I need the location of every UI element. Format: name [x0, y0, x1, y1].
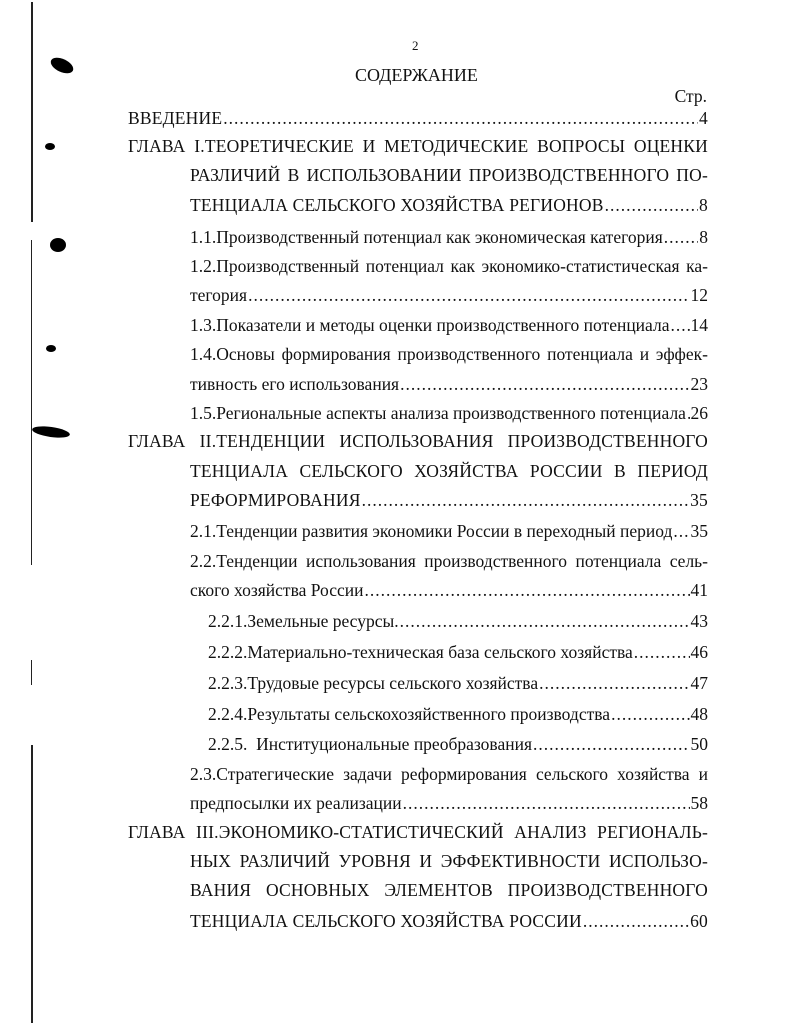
- toc-page-number: 50: [690, 734, 708, 754]
- toc-entry-line: [190, 284, 708, 306]
- toc-entry-line: [190, 579, 708, 601]
- toc-entry-line: ГЛАВА III.ЭКОНОМИКО-СТАТИСТИЧЕСКИЙ АНАЛИЗ РЕГИОНАЛЬ-: [128, 822, 708, 842]
- toc-entry-line: 2.2.Тенденции использования производственного потенциала сель-: [190, 551, 708, 571]
- toc-page-number: 48: [690, 704, 708, 724]
- toc-entry-line: 1.2.Производственный потенциал как экономико-статистическая ка-: [190, 256, 708, 276]
- toc-entry-text: 1.3.Показатели и методы оценки производственного потенциала: [190, 315, 670, 335]
- scan-blot: [50, 238, 66, 252]
- toc-entry-line: [208, 733, 708, 755]
- scan-margin-line: [31, 660, 32, 685]
- toc-entry-line: [208, 703, 708, 725]
- toc-entry-line: ГЛАВА I.ТЕОРЕТИЧЕСКИЕ И МЕТОДИЧЕСКИЕ ВОПРОСЫ ОЦЕНКИ: [128, 136, 708, 156]
- toc-page-number: 8: [699, 227, 708, 247]
- toc-page-number: 8: [699, 195, 708, 215]
- dot-leader: [533, 733, 689, 755]
- toc-entry-line: 2.3.Стратегические задачи реформирования сельского хозяйства и: [190, 764, 708, 784]
- dot-leader: [248, 284, 689, 306]
- dot-leader: [539, 672, 689, 694]
- toc-entry-line: [190, 910, 708, 932]
- toc-entry-line: ТЕНЦИАЛА СЕЛЬСКОГО ХОЗЯЙСТВА РОССИИ В ПЕРИОД: [190, 461, 708, 481]
- toc-entry-line: [208, 641, 708, 663]
- toc-entry-text: ВВЕДЕНИЕ: [128, 108, 223, 128]
- scan-margin-line: [31, 2, 33, 222]
- scan-margin-line: [31, 745, 33, 1023]
- toc-entry-line: [190, 314, 708, 336]
- toc-entry-text: 1.1.Производственный потенциал как экономическая категория: [190, 227, 663, 247]
- toc-entry-text: 2.2.1.Земельные ресурсы.: [208, 611, 399, 631]
- toc-page-number: 23: [690, 374, 708, 394]
- toc-entry-text: РЕФОРМИРОВАНИЯ: [190, 490, 361, 510]
- scan-blot: [45, 143, 55, 150]
- dot-leader: [403, 792, 690, 814]
- toc-page-number: 46: [690, 642, 708, 662]
- toc-entry-line: 1.4.Основы формирования производственного потенциала и эффек-: [190, 344, 708, 364]
- toc-entry-text: ТЕНЦИАЛА СЕЛЬСКОГО ХОЗЯЙСТВА РОССИИ: [190, 911, 582, 931]
- page-column-label: Стр.: [674, 86, 707, 106]
- toc-entry-line: ГЛАВА II.ТЕНДЕНЦИИ ИСПОЛЬЗОВАНИЯ ПРОИЗВОДСТВЕННОГО: [128, 431, 708, 451]
- toc-entry-line: [190, 489, 708, 511]
- scan-blot: [46, 345, 56, 352]
- dot-leader: [400, 610, 690, 632]
- dot-leader: [670, 314, 689, 336]
- toc-page-number: 35: [690, 521, 708, 541]
- toc-page-number: 47: [690, 673, 708, 693]
- toc-entry-text: 2.2.5. Институциональные преобразования: [208, 734, 533, 754]
- toc-entry-text: 2.1.Тенденции развития экономики России в переходный период: [190, 521, 673, 541]
- toc-page-number: 12: [690, 285, 708, 305]
- dot-leader: [664, 226, 698, 248]
- page-number: 2: [412, 38, 419, 53]
- toc-entry-text: предпосылки их реализации: [190, 793, 402, 813]
- toc-entry-line: НЫХ РАЗЛИЧИЙ УРОВНЯ И ЭФФЕКТИВНОСТИ ИСПОЛЬЗО-: [190, 851, 708, 871]
- toc-entry-line: [190, 792, 708, 814]
- toc-page-number: 35: [690, 490, 708, 510]
- toc-entry-line: [128, 107, 708, 129]
- toc-entry-text: ского хозяйства России: [190, 580, 364, 600]
- scan-blot: [48, 55, 75, 77]
- toc-entry-line: [208, 672, 708, 694]
- dot-leader: [223, 107, 698, 129]
- dot-leader: [673, 520, 689, 542]
- toc-entry-line: [190, 520, 708, 542]
- toc-page-number: 43: [690, 611, 708, 631]
- toc-page-number: 41: [690, 580, 708, 600]
- toc-page-number: 14: [690, 315, 708, 335]
- toc-entry-text: 1.5.Региональные аспекты анализа производственного потенциала: [190, 403, 686, 423]
- scan-margin-line: [31, 240, 32, 565]
- toc-entry-text: ТЕНЦИАЛА СЕЛЬСКОГО ХОЗЯЙСТВА РЕГИОНОВ: [190, 195, 604, 215]
- toc-entry-text: 2.2.4.Результаты сельскохозяйственного производства: [208, 704, 611, 724]
- dot-leader: [634, 641, 690, 663]
- dot-leader: [400, 373, 689, 395]
- toc-entry-line: [190, 194, 708, 216]
- scan-blot: [31, 424, 70, 439]
- dot-leader: [583, 910, 689, 932]
- toc-entry-line: [190, 373, 708, 395]
- toc-entry-line: РАЗЛИЧИЙ В ИСПОЛЬЗОВАНИИ ПРОИЗВОДСТВЕННОГО ПО-: [190, 165, 708, 185]
- toc-entry-text: тегория: [190, 285, 248, 305]
- toc-entry-text: 2.2.2.Материально-техническая база сельского хозяйства: [208, 642, 633, 662]
- dot-leader: [611, 703, 689, 725]
- toc-entry-text: тивность его использования: [190, 374, 400, 394]
- toc-page-number: 60: [690, 911, 708, 931]
- dot-leader: [362, 489, 690, 511]
- toc-entry-line: ВАНИЯ ОСНОВНЫХ ЭЛЕМЕНТОВ ПРОИЗВОДСТВЕННОГО: [190, 880, 708, 900]
- dot-leader: [605, 194, 698, 216]
- toc-entry-line: [190, 226, 708, 248]
- toc-page-number: 26: [690, 403, 708, 423]
- toc-page-number: 4: [699, 108, 708, 128]
- toc-entry-text: 2.2.3.Трудовые ресурсы сельского хозяйства: [208, 673, 539, 693]
- dot-leader: [687, 402, 690, 424]
- toc-entry-line: [190, 402, 708, 424]
- dot-leader: [365, 579, 690, 601]
- toc-page-number: 58: [690, 793, 708, 813]
- toc-entry-line: [208, 610, 708, 632]
- toc-title: СОДЕРЖАНИЕ: [355, 65, 478, 85]
